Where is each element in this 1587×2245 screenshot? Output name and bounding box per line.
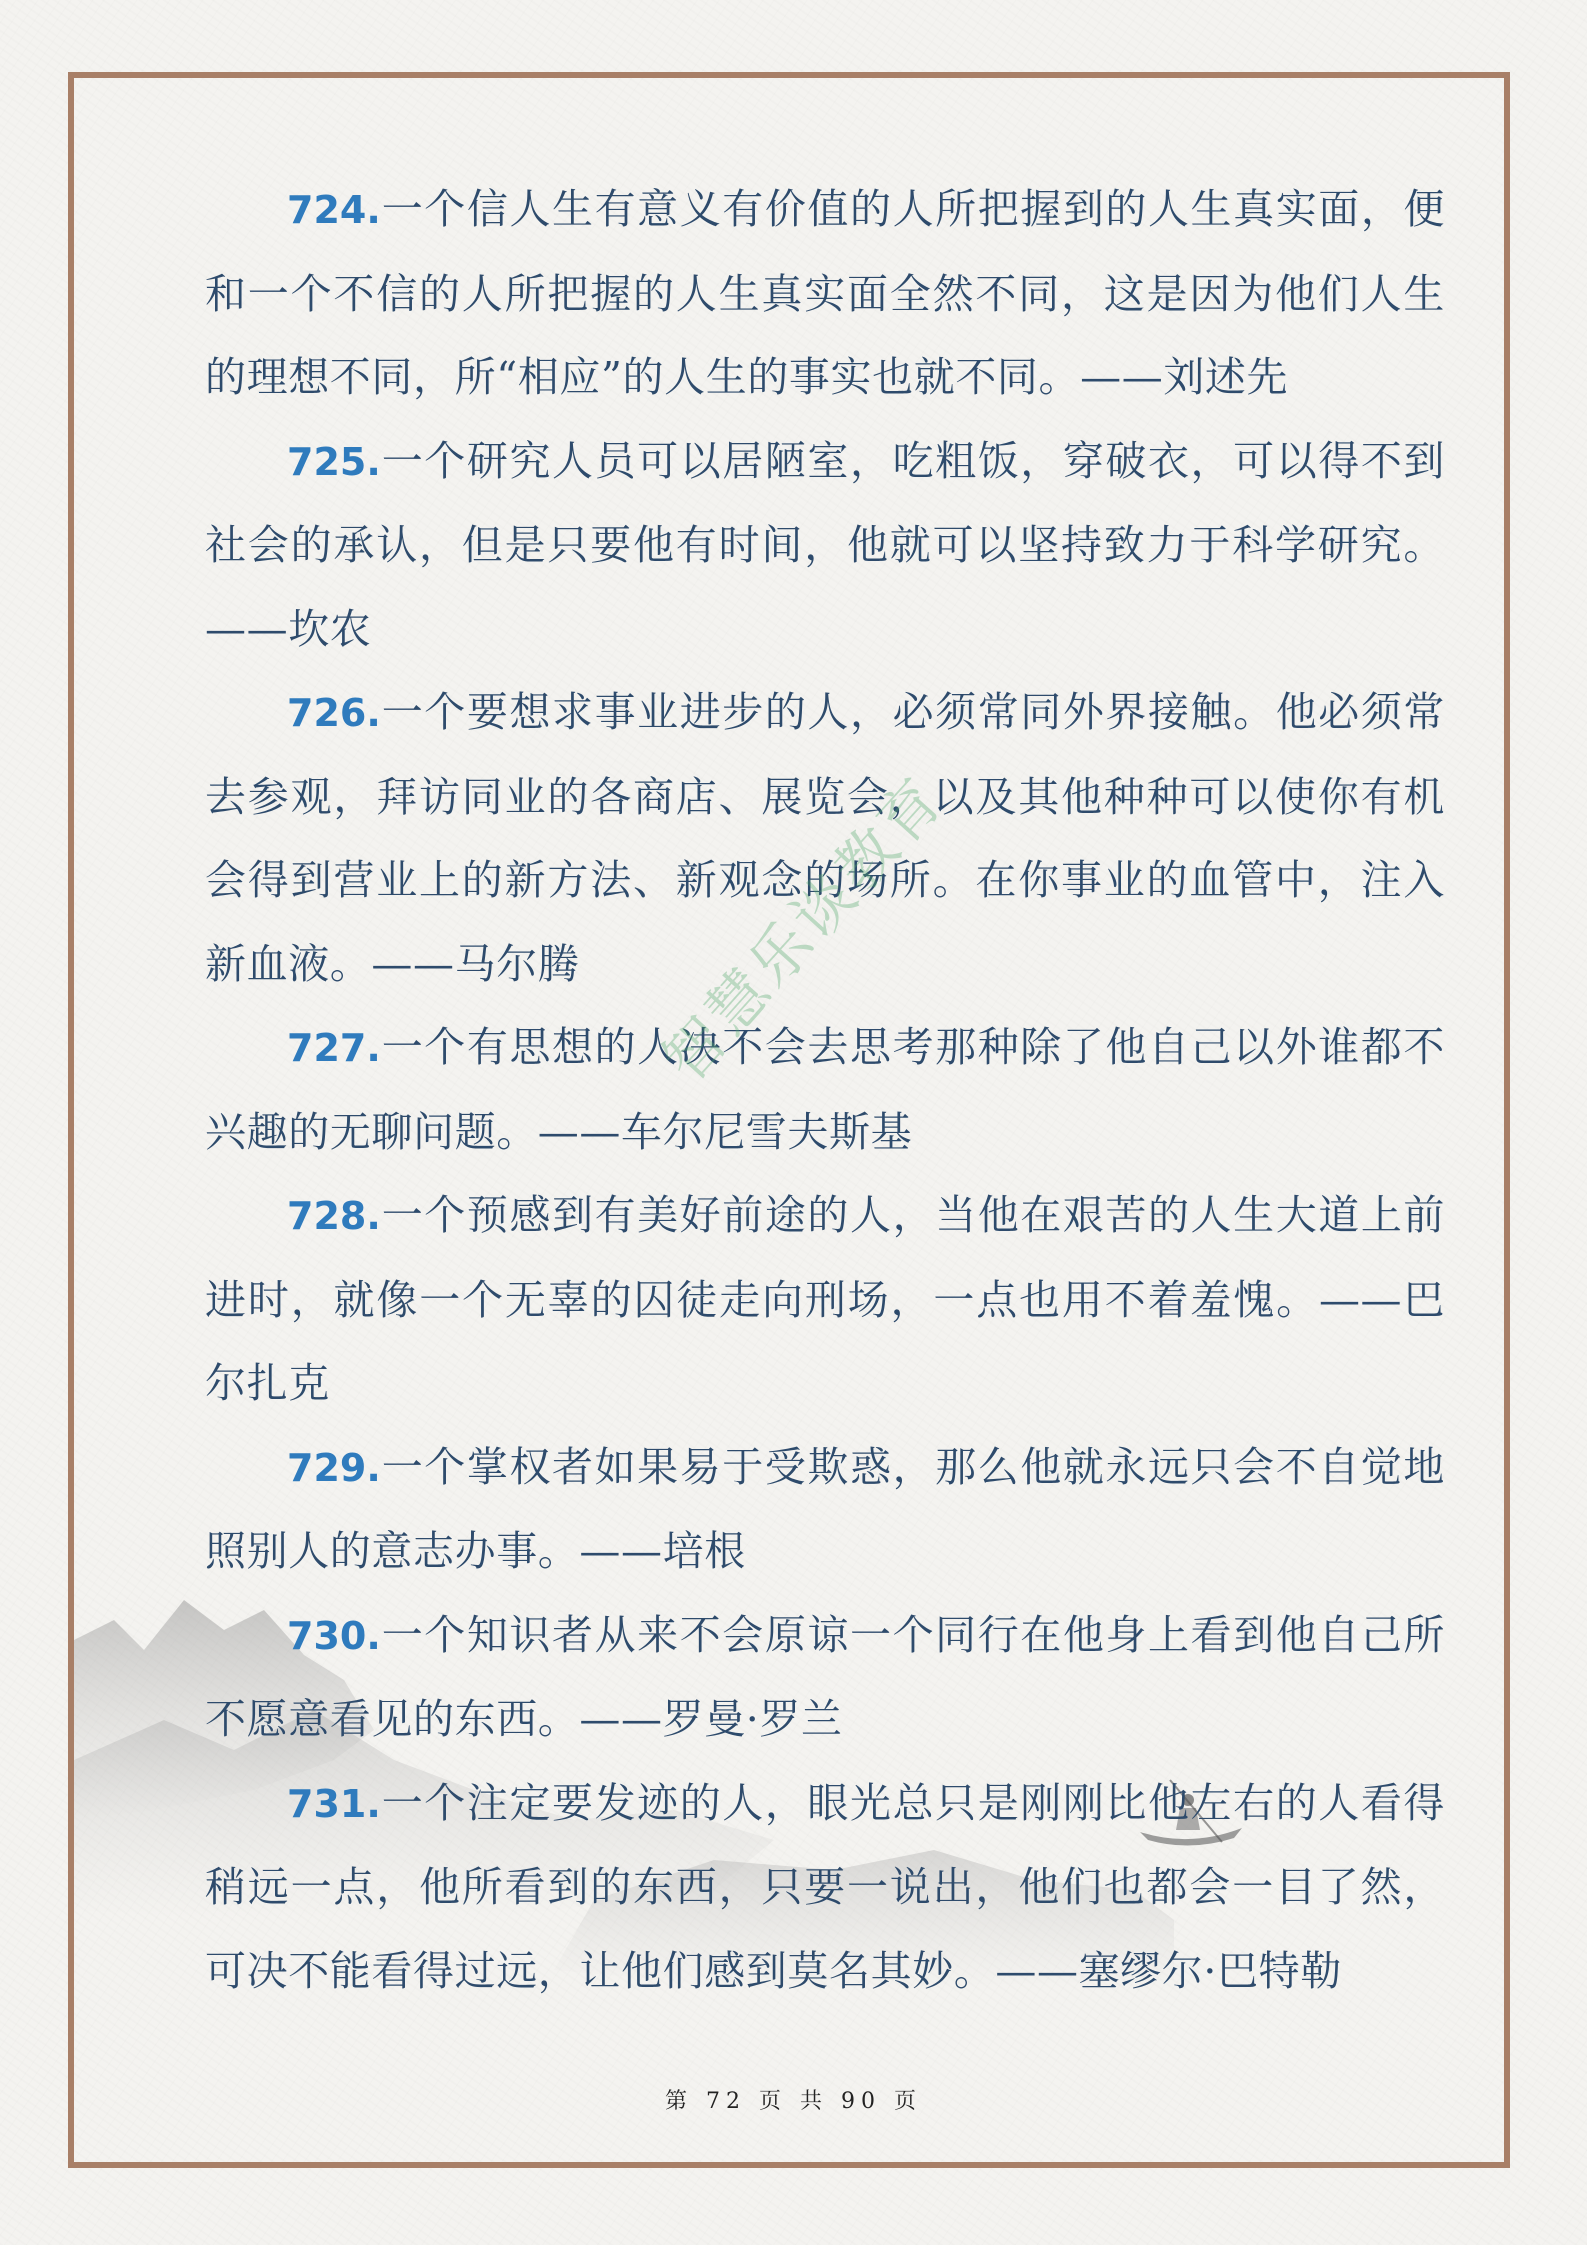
quote-text: 一个预感到有美好前途的人，当他在艰苦的人生大道上前进时，就像一个无辜的囚徒走向刑场，一点也用不着羞愧。——巴尔扎克 [205, 1191, 1445, 1407]
quote-number: 727. [287, 1026, 381, 1070]
quote-entry-727 [205, 1006, 1445, 1174]
quote-text: 一个信人生有意义有价值的人所把握到的人生真实面，便和一个不信的人所把握的人生真实面全然不同，这是因为他们人生的理想不同，所“相应”的人生的事实也就不同。——刘述先 [205, 185, 1445, 401]
quote-entry-729 [205, 1426, 1445, 1594]
watermark-text: 智慧乐谈教育 [649, 763, 959, 1096]
quote-entry-724 [205, 168, 1445, 420]
quote-text: 一个知识者从来不会原谅一个同行在他身上看到他自己所不愿意看见的东西。——罗曼·罗兰 [205, 1610, 1445, 1743]
quote-entry-725 [205, 420, 1445, 672]
quote-list [205, 168, 1445, 2013]
quote-number: 724. [287, 188, 381, 232]
quote-number: 731. [287, 1781, 381, 1826]
quote-text: 一个掌权者如果易于受欺惑，那么他就永远只会不自觉地照别人的意志办事。——培根 [205, 1442, 1445, 1575]
quote-number: 729. [287, 1445, 381, 1490]
quote-number: 730. [287, 1613, 381, 1658]
quote-number: 725. [287, 439, 381, 484]
quote-entry-728 [205, 1174, 1445, 1426]
quote-text: 一个研究人员可以居陋室，吃粗饭，穿破衣，可以得不到社会的承认，但是只要他有时间，他就可以坚持致力于科学研究。——坎农 [205, 436, 1445, 653]
quote-entry-731 [205, 1762, 1445, 2014]
quote-entry-730 [205, 1594, 1445, 1762]
quote-text: 一个注定要发迹的人，眼光总只是刚刚比他左右的人看得稍远一点，他所看到的东西，只要一说出，他们也都会一目了然，可决不能看得过远，让他们感到莫名其妙。——塞缪尔·巴特勒 [205, 1778, 1445, 1995]
page-number-footer: 第 72 页 共 90 页 [665, 2089, 922, 2114]
quote-text: 一个有思想的人决不会去思考那种除了他自己以外谁都不兴趣的无聊问题。——车尔尼雪夫斯基 [205, 1023, 1445, 1156]
quote-text: 一个要想求事业进步的人，必须常同外界接触。他必须常去参观，拜访同业的各商店、展览会，以及其他种种可以使你有机会得到营业上的新方法、新观念的场所。在你事业的血管中，注入新血液。——马尔腾 [205, 688, 1445, 988]
quote-number: 728. [287, 1194, 381, 1238]
quote-number: 726. [287, 691, 381, 735]
